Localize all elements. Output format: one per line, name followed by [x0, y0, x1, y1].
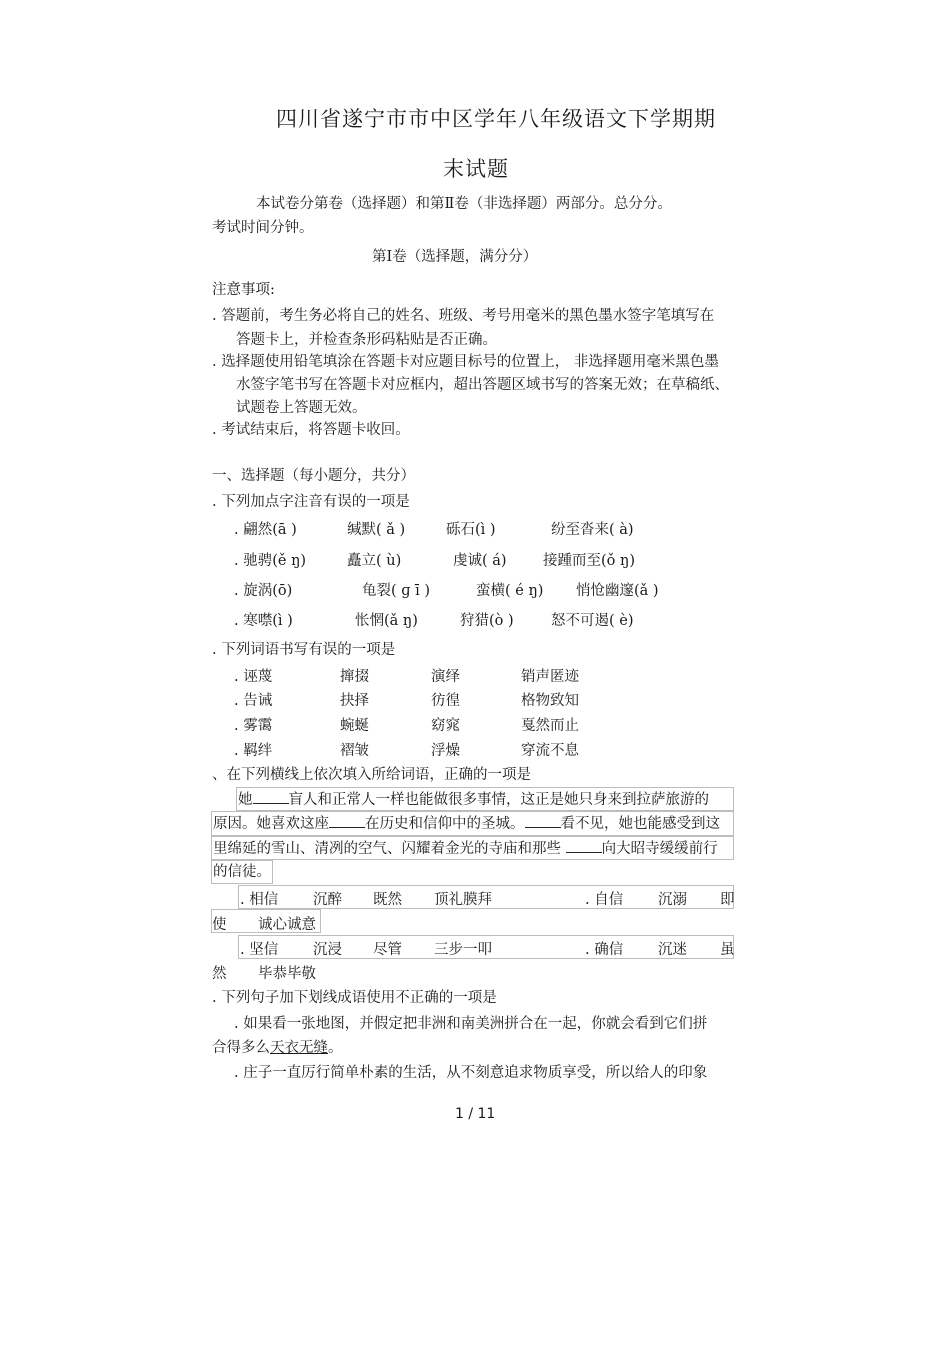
question-1-stem: . 下列加点字注音有误的一项是: [212, 494, 410, 510]
q2-opt-d-2: 褶皱: [340, 743, 369, 759]
question-2-stem: . 下列词语书写有误的一项是: [212, 642, 396, 658]
q3-opt-a-2: 沉醉: [313, 892, 342, 908]
q2-option-row: [0, 689, 950, 711]
q2-option-row: [0, 665, 950, 687]
q1-option-row: [0, 518, 950, 540]
q2-opt-c-1: . 雾霭: [234, 718, 273, 734]
q3-option-row: [0, 888, 950, 910]
fill-blank: [253, 789, 289, 804]
q2-option-row: [0, 714, 950, 736]
q2-opt-b-2: 抉择: [340, 693, 369, 709]
q1-opt-d-4: 怒不可遏( è): [551, 613, 634, 629]
q1-opt-a-3: 砾石(ì ): [446, 522, 496, 538]
q3-opt-a-3: 既然: [373, 892, 402, 908]
fill-blank: [566, 838, 602, 853]
q3-opt-d-1: . 确信: [585, 942, 624, 958]
q2-opt-d-1: . 羁绊: [234, 743, 273, 759]
fill-blank: [525, 813, 561, 828]
note-2-line-1: . 选择题使用铅笔填涂在答题卡对应题目标号的位置上， 非选择题用毫米黑色墨: [212, 354, 719, 370]
q2-opt-c-2: 蜿蜒: [340, 718, 369, 734]
q1-option-row: [0, 579, 950, 601]
note-1-line-2: 答题卡上，并检查条形码粘贴是否正确。: [236, 332, 497, 348]
q3-text: 里绵延的雪山、清冽的空气、闪耀着金光的寺庙和那些: [213, 841, 561, 857]
page-number: 1 / 11: [455, 1106, 496, 1122]
q1-opt-c-1: . 旋涡(ō): [234, 583, 293, 599]
q1-option-row: [0, 609, 950, 631]
q4-option-a-line-1: . 如果看一张地图，并假定把非洲和南美洲拼合在一起，你就会看到它们拼: [234, 1016, 708, 1032]
q4-option-a-line-2: [212, 1038, 343, 1058]
note-1-line-1: . 答题前，考生务必将自己的姓名、班级、考号用毫米的黑色墨水签字笔填写在: [212, 308, 715, 324]
q3-option-row: [0, 938, 950, 960]
q2-opt-a-3: 演绎: [431, 669, 460, 685]
q3-text: 盲人和正常人一样也能做很多事情，这正是她只身来到拉萨旅游的: [288, 792, 709, 808]
q3-passage-line-3: [213, 838, 718, 859]
q2-opt-c-4: 戛然而止: [521, 718, 579, 734]
q3-opt-b-cont-1: 使: [212, 917, 227, 933]
q3-opt-a-4: 顶礼膜拜: [434, 892, 492, 908]
q3-opt-d-2: 沉迷: [658, 942, 687, 958]
q3-text: 向大昭寺缓缓前行: [601, 841, 718, 857]
q1-opt-b-2: 矗立( ù): [347, 553, 402, 569]
q3-opt-c-3: 尽管: [373, 942, 402, 958]
notes-heading: 注意事项:: [212, 282, 275, 298]
title-line-1: 四川省遂宁市市中区学年八年级语文下学期期: [276, 107, 716, 131]
q1-opt-c-3: 蛮横( é ŋ): [476, 583, 544, 599]
q4-text: 。: [328, 1040, 343, 1056]
note-2-line-2: 水签字笔书写在答题卡对应框内，超出答题区域书写的答案无效；在草稿纸、: [236, 377, 729, 393]
section-1-heading: 一、选择题（每小题分，共分）: [212, 468, 415, 484]
q3-option-row: [0, 913, 950, 935]
q1-opt-d-2: 怅惘(ǎ ŋ): [355, 613, 418, 629]
note-3-line-1: . 考试结束后，将答题卡收回。: [212, 422, 410, 438]
q3-passage-line-4: 的信徒。: [213, 864, 271, 880]
question-4-stem: . 下列句子加下划线成语使用不正确的一项是: [212, 990, 497, 1006]
q3-opt-a-1: . 相信: [240, 892, 279, 908]
q2-opt-a-1: . 诬蔑: [234, 669, 273, 685]
q1-opt-c-2: 龟裂( ɡ ī ): [362, 583, 431, 599]
q1-opt-b-3: 虔诚( á): [453, 553, 507, 569]
q2-opt-a-4: 销声匿迹: [521, 669, 579, 685]
q1-option-row: [0, 549, 950, 571]
q4-option-b-line-1: . 庄子一直厉行简单朴素的生活，从不刻意追求物质享受，所以给人的印象: [234, 1065, 708, 1081]
q3-opt-b-1: . 自信: [585, 892, 624, 908]
q3-opt-d-cont-2: 毕恭毕敬: [258, 966, 316, 982]
q3-opt-c-2: 沉浸: [313, 942, 342, 958]
q3-passage-line-1: [238, 789, 709, 810]
q3-text: 她: [238, 792, 253, 808]
q3-text: 在历史和信仰中的圣城。: [365, 816, 525, 832]
q2-opt-b-1: . 告诫: [234, 693, 273, 709]
q1-opt-a-1: . 翩然(ā ): [234, 522, 297, 538]
q3-opt-b-2: 沉溺: [658, 892, 687, 908]
intro-line-1: 本试卷分第卷（选择题）和第Ⅱ卷（非选择题）两部分。总分分。: [256, 196, 672, 212]
q1-opt-a-2: 缄默( ǎ ): [347, 522, 406, 538]
q1-opt-c-4: 悄怆幽邃(ǎ ): [576, 583, 659, 599]
q2-opt-c-3: 窈窕: [431, 718, 460, 734]
part1-heading: 第Ⅰ卷（选择题，满分分）: [372, 249, 538, 265]
q2-option-row: [0, 739, 950, 761]
q1-opt-a-4: 纷至沓来( à): [551, 522, 634, 538]
q1-opt-b-4: 接踵而至(ǒ ŋ): [543, 553, 635, 569]
fill-blank: [329, 813, 365, 828]
intro-line-2: 考试时间分钟。: [212, 220, 314, 236]
q1-opt-d-3: 狩猎(ò ): [460, 613, 514, 629]
q3-opt-c-4: 三步一叩: [434, 942, 492, 958]
q3-passage-line-2: [213, 813, 720, 834]
question-3-stem: 、在下列横线上依次填入所给词语，正确的一项是: [212, 767, 531, 783]
q3-opt-d-cont-1: 然: [212, 966, 227, 982]
q3-option-row: [0, 962, 950, 984]
q3-text: 原因。她喜欢这座: [213, 816, 329, 832]
q3-opt-b-3: 即: [720, 892, 735, 908]
underlined-idiom: 天衣无缝: [270, 1040, 328, 1056]
note-2-line-3: 试题卷上答题无效。: [236, 400, 367, 416]
q1-opt-b-1: . 驰骋(ě ŋ): [234, 553, 307, 569]
q2-opt-a-2: 撺掇: [340, 669, 369, 685]
q2-opt-b-4: 格物致知: [521, 693, 579, 709]
q3-text: 看不见，她也能感受到这: [560, 816, 720, 832]
q3-opt-d-3: 虽: [720, 942, 735, 958]
q2-opt-b-3: 彷徨: [431, 693, 460, 709]
q2-opt-d-3: 浮燥: [431, 743, 460, 759]
title-line-2: 末试题: [443, 157, 509, 181]
q3-opt-b-cont-2: 诚心诚意: [258, 917, 316, 933]
q3-opt-c-1: . 坚信: [240, 942, 279, 958]
q2-opt-d-4: 穿流不息: [521, 743, 579, 759]
q4-text: 合得多么: [212, 1040, 270, 1056]
q1-opt-d-1: . 寒噤(ì ): [234, 613, 293, 629]
